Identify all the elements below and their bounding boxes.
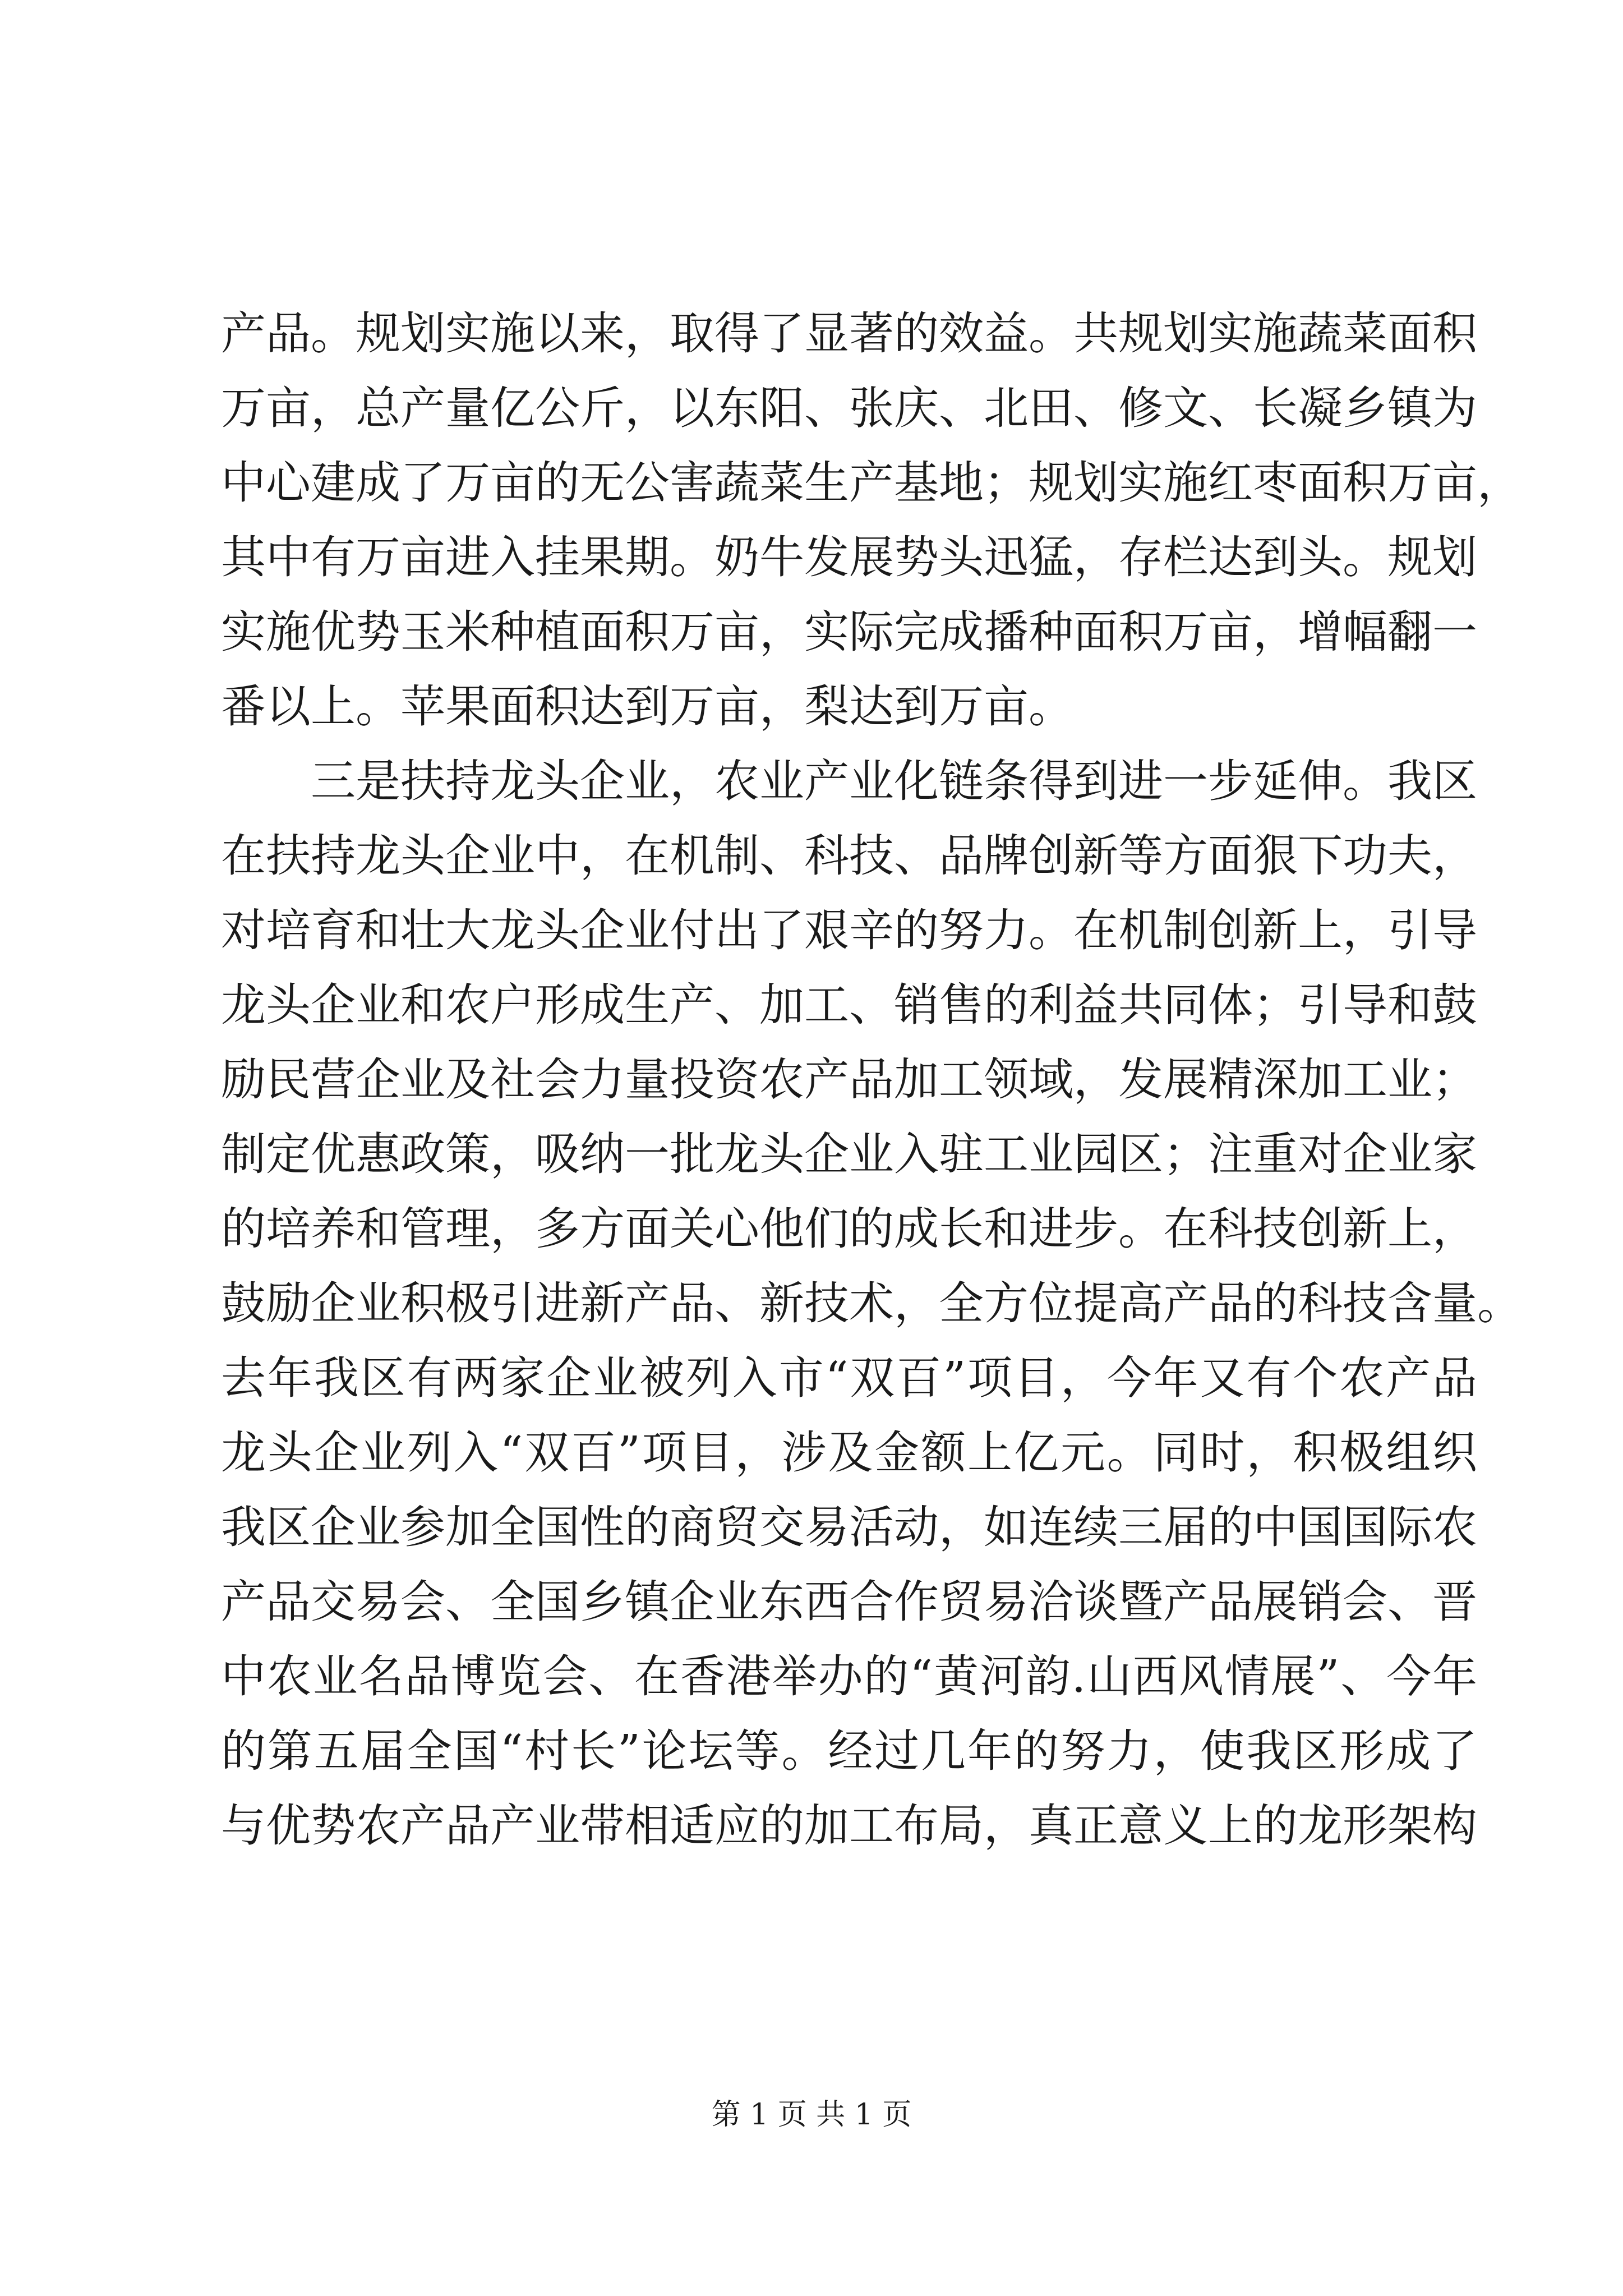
text-line: 鼓励企业积极引进新产品、新技术，全方位提高产品的科技含量。: [221, 1277, 1522, 1329]
text-line: 的培养和管理，多方面关心他们的成长和进步。在科技创新上，: [221, 1203, 1477, 1255]
text-line: 励民营企业及社会力量投资农产品加工领域，发展精深加工业；: [221, 1053, 1477, 1106]
text-line: 龙头企业列入“双百”项目，涉及金额上亿元。同时，积极组织: [221, 1427, 1477, 1479]
text-line: 中心建成了万亩的无公害蔬菜生产基地；规划实施红枣面积万亩，: [221, 457, 1522, 509]
page-footer: 第 1 页 共 1 页: [711, 2098, 912, 2132]
text-line: 其中有万亩进入挂果期。奶牛发展势头迅猛，存栏达到头。规划: [221, 531, 1477, 583]
text-line: 制定优惠政策，吸纳一批龙头企业入驻工业园区；注重对企业家: [221, 1128, 1477, 1180]
text-line: 龙头企业和农户形成生产、加工、销售的利益共同体；引导和鼓: [221, 979, 1477, 1031]
text-line: 的第五届全国“村长”论坛等。经过几年的努力，使我区形成了: [221, 1725, 1477, 1777]
text-line: 实施优势玉米种植面积万亩，实际完成播种面积万亩，增幅翻一: [221, 606, 1477, 658]
text-line: 我区企业参加全国性的商贸交易活动，如连续三届的中国国际农: [221, 1501, 1477, 1553]
text-line: 产品交易会、全国乡镇企业东西合作贸易洽谈暨产品展销会、晋: [221, 1576, 1477, 1628]
text-line: 在扶持龙头企业中，在机制、科技、品牌创新等方面狠下功夫，: [221, 830, 1477, 882]
text-line: 与优势农产品产业带相适应的加工布局，真正意义上的龙形架构: [221, 1800, 1477, 1852]
paragraph-first-line: 三是扶持龙头企业，农业产业化链条得到进一步延伸。我区: [311, 755, 1477, 807]
text-line: 万亩，总产量亿公斤，以东阳、张庆、北田、修文、长凝乡镇为: [221, 382, 1477, 434]
text-line: 中农业名品博览会、在香港举办的“黄河韵.山西风情展”、今年: [221, 1650, 1477, 1703]
text-line: 去年我区有两家企业被列入市“双百”项目，今年又有个农产品: [221, 1352, 1477, 1404]
text-line: 对培育和壮大龙头企业付出了艰辛的努力。在机制创新上，引导: [221, 904, 1477, 956]
text-line: 产品。规划实施以来，取得了显著的效益。共规划实施蔬菜面积: [221, 307, 1477, 360]
text-line: 番以上。苹果面积达到万亩，梨达到万亩。: [221, 680, 1073, 733]
